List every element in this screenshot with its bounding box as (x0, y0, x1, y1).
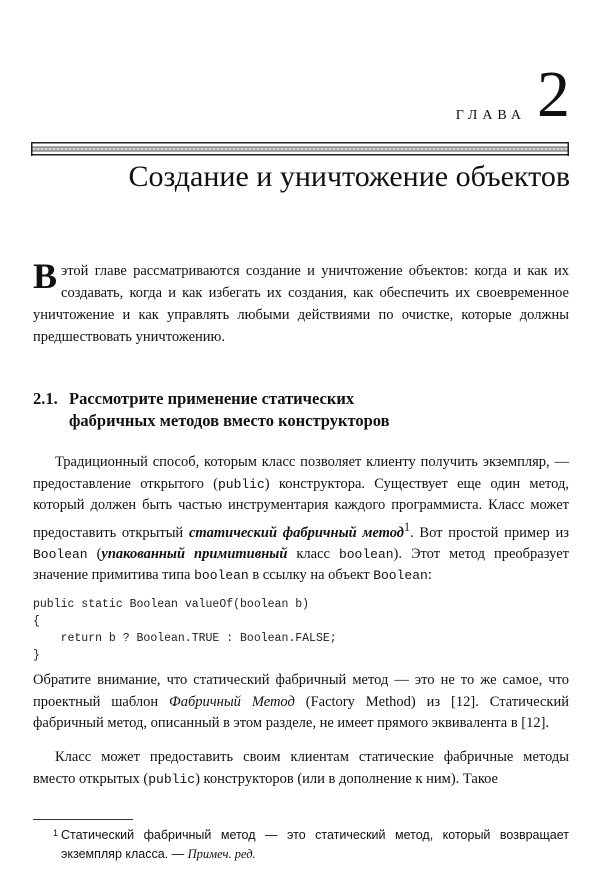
code-inline: public (148, 771, 196, 787)
paragraph-3 (33, 747, 569, 790)
text-run: в ссылку на объект (248, 567, 374, 584)
footnote (33, 826, 569, 864)
chapter-label: ГЛАВА (455, 108, 526, 123)
emphasis-term: упакованный примитивный (101, 545, 288, 562)
code-line: public static Boolean valueOf(boolean b) (33, 598, 310, 611)
text-run: ). Этот метод преобразует значение примитива типа (33, 545, 569, 584)
code-inline: Boolean (373, 568, 428, 584)
section-heading (33, 388, 569, 432)
code-inline: boolean (338, 546, 394, 562)
section-title-line2: фабричных методов вместо конструкторов (69, 411, 390, 430)
text-run: Класс может предоставить своим клиентам статические фабричные методы вместо открытых ( (33, 749, 569, 787)
text-run: класс (287, 545, 339, 562)
section-number: 2.1. (33, 389, 58, 408)
text-run: Традиционный способ, которым класс позволяет клиенту получить экземпляр, — предоставление открытого ( (33, 454, 569, 492)
paragraph-1 (33, 452, 569, 587)
code-line: } (33, 649, 40, 662)
code-line: return b ? Boolean.TRUE : Boolean.FALSE; (33, 632, 337, 645)
text-run: Обратите внимание, что статический фабричный метод — это не то же самое, что проектный шаблон (33, 672, 569, 710)
chapter-number: 2 (537, 58, 570, 131)
emphasis-term: Фабричный Метод (169, 693, 295, 710)
code-inline: boolean (194, 568, 249, 584)
code-line: { (33, 615, 40, 628)
intro-paragraph (33, 256, 569, 348)
paragraph-2 (33, 670, 569, 735)
text-run: ) конструктора. Существует еще один метод, который должен быть частью инструментария каждого программиста. Класс может предоставить открытый (33, 475, 569, 541)
intro-text: этой главе рассматриваются создание и уничтожение объектов: когда и как их создавать, когда и как избегать их создания, как обеспечить их своевременное уничтожение и как управлять любыми действиями по очистке, которые должны предшествовать уничтожению. (33, 263, 569, 345)
text-run: ) конструкторов (или в дополнение к ним). Такое (195, 770, 498, 787)
code-inline: Boolean (33, 546, 88, 562)
footnote-ref: 1 (403, 519, 411, 534)
footnote-marker: 1 (53, 828, 59, 838)
footnote-text: Статический фабричный метод — это статический метод, который возвращает экземпляр класса. — (61, 828, 569, 861)
chapter-title: Создание и уничтожение объектов (128, 160, 570, 193)
footnote-editor-note: Примеч. ред. (187, 847, 256, 861)
text-run: : (427, 567, 432, 584)
code-inline: public (217, 476, 265, 492)
text-run: . Вот простой пример из (410, 524, 569, 541)
code-block (33, 596, 337, 664)
section-title-line1: Рассмотрите применение статических (69, 389, 355, 408)
text-run: (Factory Method) из [12]. Статический фабричный метод, описанный в этом разделе, не имеет прямого эквивалента в [12]. (33, 693, 569, 731)
drop-cap: В (33, 256, 58, 296)
emphasis-term: статический фабричный метод (188, 524, 404, 541)
chapter-rule (31, 142, 569, 156)
text-run: ( (87, 545, 102, 562)
footnote-divider (33, 819, 133, 820)
